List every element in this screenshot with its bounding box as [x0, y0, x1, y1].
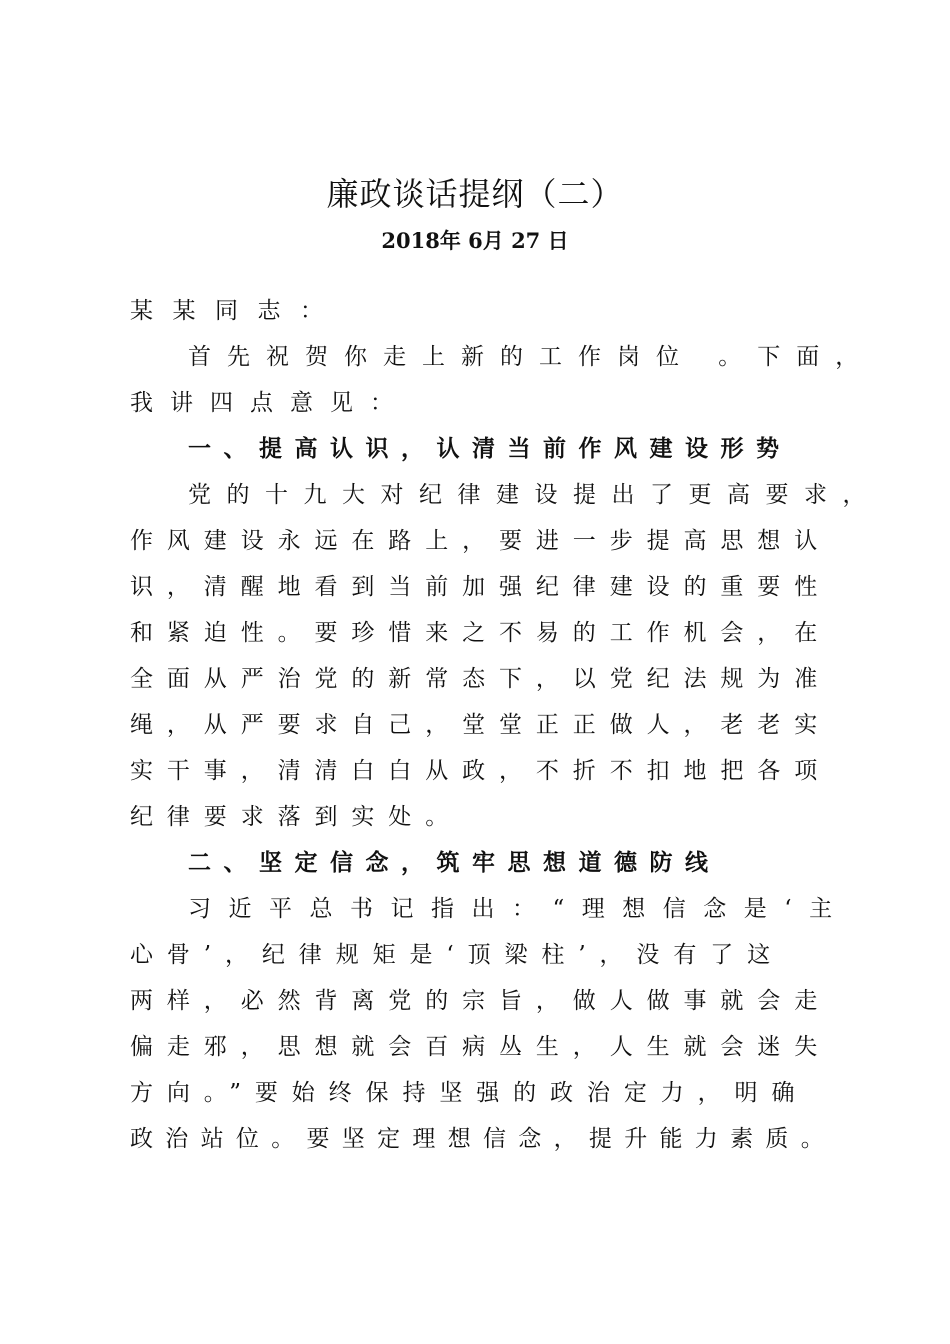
paragraph-line: 纪律要求落到实处。	[130, 804, 463, 830]
paragraph-line: 首先祝贺你走上新的工作岗位 。下面，	[188, 344, 875, 370]
paragraph-line: 习近平总书记指出：“理想信念是‘主	[188, 896, 850, 922]
paragraph-line: 全面从严治党的新常态下，以党纪法规为准	[130, 666, 832, 692]
paragraph-line: 两样，必然背离党的宗旨，做人做事就会走	[130, 988, 832, 1014]
paragraph-line: 某某同志：	[130, 298, 343, 324]
document-date: 2018年 6月 27 日	[381, 228, 569, 253]
paragraph-line: 我讲四点意见：	[130, 390, 410, 416]
paragraph-line: 实干事，清清白白从政，不折不扣地把各项	[130, 758, 832, 784]
document-title: 廉政谈话提纲（二）	[326, 175, 624, 213]
section-heading: 一、提高认识，认清当前作风建设形势	[188, 436, 792, 462]
paragraph-line: 政治站位。要坚定理想信念，提升能力素质。	[130, 1126, 836, 1152]
paragraph-line: 绳，从严要求自己，堂堂正正做人，老老实	[130, 712, 832, 738]
paragraph-line: 识，清醒地看到当前加强纪律建设的重要性	[130, 574, 832, 600]
section-heading: 二、坚定信念，筑牢思想道德防线	[188, 850, 721, 876]
paragraph-line: 方向。”要始终保持坚强的政治定力，明确	[130, 1080, 809, 1106]
paragraph-line: 党的十九大对纪律建设提出了更高要求，	[188, 482, 881, 508]
paragraph-line: 心骨’，纪律规矩是‘顶梁柱’，没有了这	[130, 942, 785, 968]
paragraph-line: 和紧迫性。要珍惜来之不易的工作机会，在	[130, 620, 832, 646]
paragraph-line: 偏走邪，思想就会百病丛生，人生就会迷失	[130, 1034, 832, 1060]
paragraph-line: 作风建设永远在路上，要进一步提高思想认	[130, 528, 832, 554]
